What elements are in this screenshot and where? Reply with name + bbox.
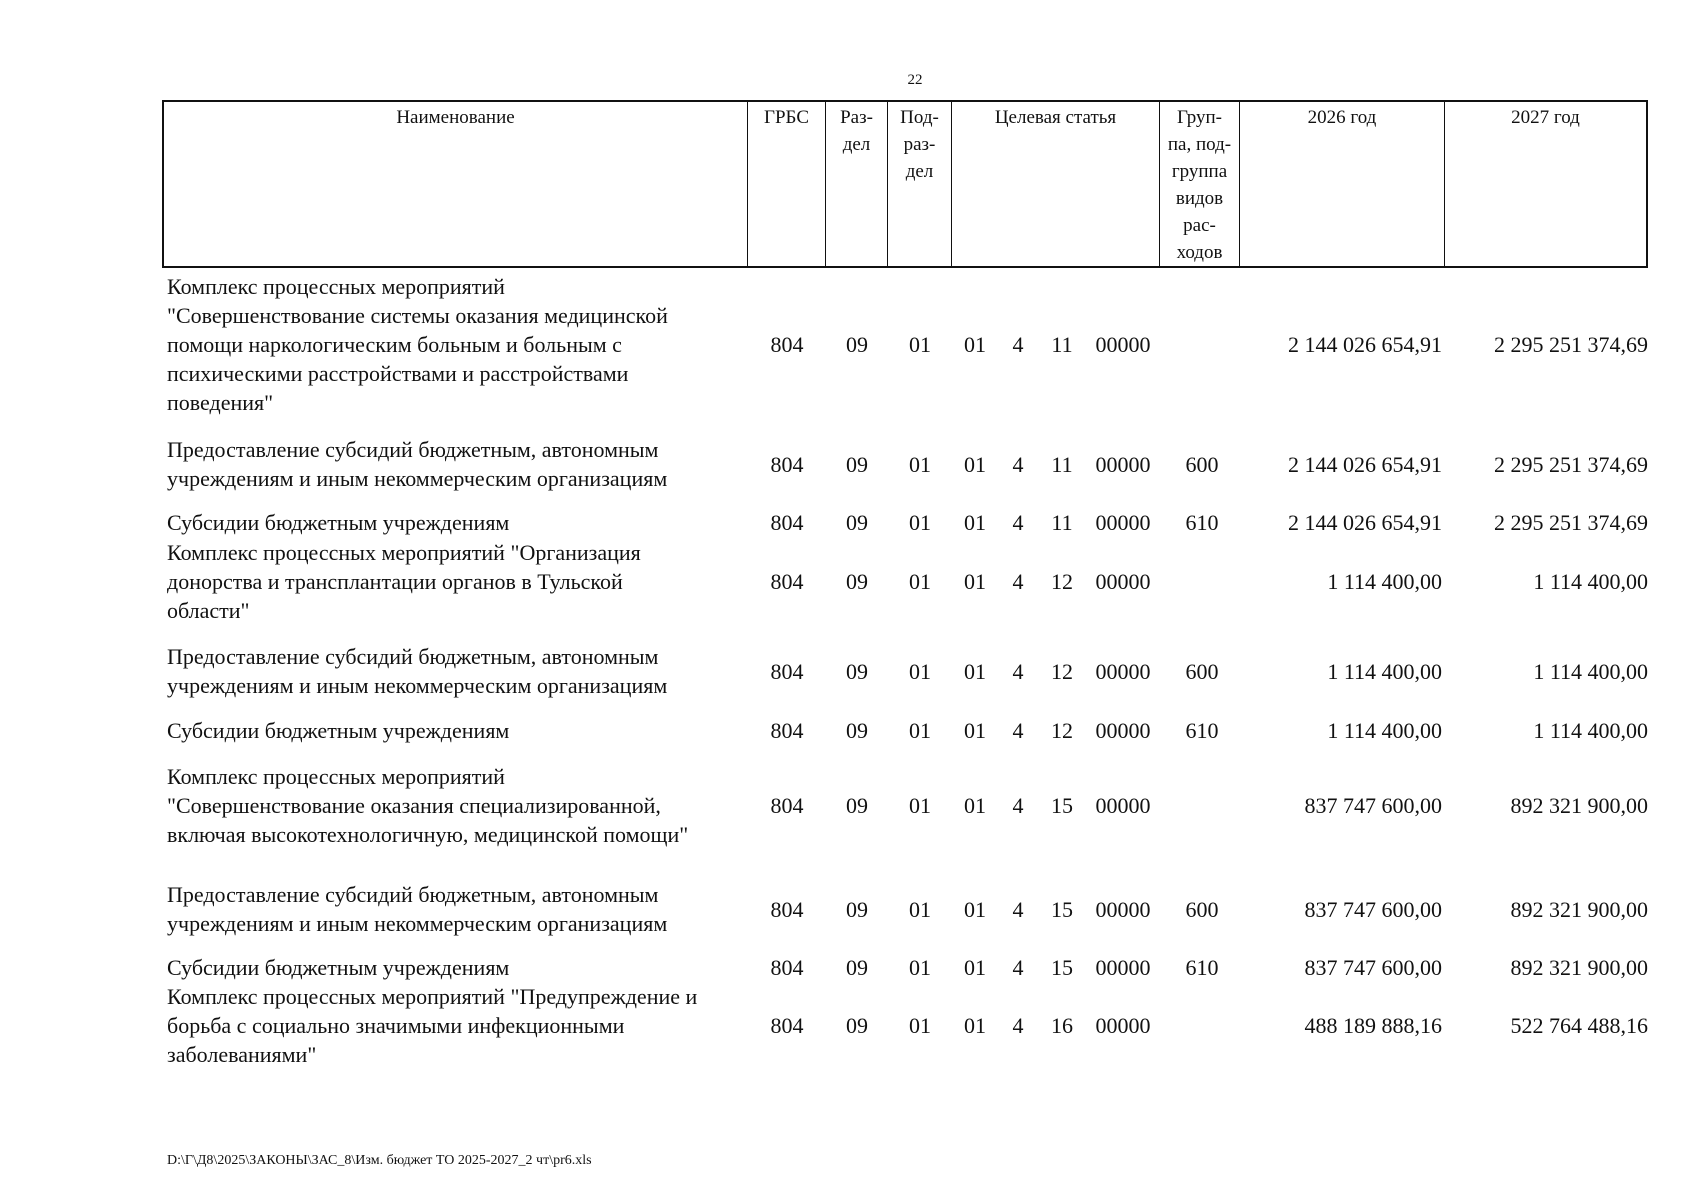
cell-year-2027: 2 295 251 374,69	[1494, 332, 1648, 357]
header-year-line: 2027 год	[1511, 107, 1580, 128]
page-number: 22	[907, 72, 923, 88]
cell-year-2027: 1 114 400,00	[1533, 659, 1648, 684]
cell-target-type: 4	[1012, 955, 1024, 980]
cell-razdel: 09	[846, 659, 868, 684]
cell-year-2027: 1 114 400,00	[1533, 718, 1648, 743]
cell-year-2027: 892 321 900,00	[1510, 955, 1648, 980]
cell-target-type: 4	[1012, 332, 1024, 357]
cell-year-2026: 1 114 400,00	[1327, 569, 1442, 594]
cell-target-structural: 15	[1051, 897, 1073, 922]
cell-target-direction: 00000	[1095, 659, 1151, 684]
cell-year-2026: 837 747 600,00	[1304, 897, 1442, 922]
cell-target-direction: 00000	[1095, 955, 1151, 980]
row-name	[167, 272, 747, 417]
cell-razdel: 09	[846, 897, 868, 922]
cell-target-type: 4	[1012, 1013, 1024, 1038]
cell-target-type: 4	[1012, 452, 1024, 477]
row-name-line: "Совершенствование системы оказания медицинской	[167, 303, 668, 328]
cell-year-2027: 2 295 251 374,69	[1494, 452, 1648, 477]
row-name-line: донорства и трансплантации органов в Тульской	[167, 569, 623, 594]
cell-grbs: 804	[770, 793, 804, 818]
header-group-line: Груп-	[1176, 107, 1223, 128]
cell-target-structural: 12	[1051, 718, 1073, 743]
row-name-line: учреждениям и иным некоммерческим организациям	[167, 911, 668, 936]
cell-group: 610	[1185, 955, 1219, 980]
header-name	[164, 102, 748, 266]
row-name-line: Субсидии бюджетным учреждениям	[167, 718, 510, 743]
header-podrazdel	[888, 102, 952, 266]
cell-target-structural: 15	[1051, 793, 1073, 818]
cell-podrazdel: 01	[909, 955, 931, 980]
cell-target-type: 4	[1012, 718, 1024, 743]
cell-target-direction: 00000	[1095, 793, 1151, 818]
row-name	[167, 880, 747, 938]
header-group-line: видов	[1175, 188, 1224, 209]
header-year-2027	[1445, 102, 1646, 266]
cell-target-structural: 15	[1051, 955, 1073, 980]
cell-target-type: 4	[1012, 659, 1024, 684]
row-name-line: Предоставление субсидий бюджетным, автономным	[167, 644, 659, 669]
cell-razdel: 09	[846, 452, 868, 477]
header-razdel-line: Раз-	[840, 107, 873, 128]
cell-target-structural: 11	[1051, 510, 1073, 535]
row-name	[167, 642, 747, 700]
cell-razdel: 09	[846, 718, 868, 743]
cell-year-2027: 522 764 488,16	[1510, 1013, 1648, 1038]
cell-year-2027: 2 295 251 374,69	[1494, 510, 1648, 535]
row-name	[167, 982, 747, 1069]
cell-target-direction: 00000	[1095, 332, 1151, 357]
cell-target-program: 01	[964, 332, 986, 357]
cell-target-type: 4	[1012, 793, 1024, 818]
cell-target-program: 01	[964, 510, 986, 535]
header-group-line: па, под-	[1167, 134, 1232, 155]
row-name	[167, 508, 747, 537]
row-name-line: учреждениям и иным некоммерческим организациям	[167, 466, 668, 491]
header-group-line: рас-	[1183, 215, 1216, 236]
header-grbs	[748, 102, 826, 266]
cell-target-direction: 00000	[1095, 510, 1151, 535]
cell-target-program: 01	[964, 452, 986, 477]
cell-podrazdel: 01	[909, 793, 931, 818]
row-name-line: "Совершенствование оказания специализированной,	[167, 793, 661, 818]
cell-target-program: 01	[964, 659, 986, 684]
row-name	[167, 538, 747, 625]
cell-group: 600	[1185, 452, 1219, 477]
row-name-line: Комплекс процессных мероприятий "Организация	[167, 540, 641, 565]
cell-target-structural: 12	[1051, 569, 1073, 594]
header-podrazdel-line: раз-	[903, 134, 936, 155]
header-name-line: Наименование	[396, 107, 515, 128]
cell-razdel: 09	[846, 955, 868, 980]
cell-podrazdel: 01	[909, 452, 931, 477]
cell-grbs: 804	[770, 510, 804, 535]
row-name-line: Субсидии бюджетным учреждениям	[167, 510, 510, 535]
cell-target-program: 01	[964, 955, 986, 980]
row-name-line: Субсидии бюджетным учреждениям	[167, 955, 510, 980]
cell-razdel: 09	[846, 569, 868, 594]
header-year-line: 2026 год	[1307, 107, 1377, 128]
cell-group: 600	[1185, 897, 1219, 922]
cell-year-2027: 892 321 900,00	[1510, 793, 1648, 818]
row-name-line: поведения"	[167, 390, 274, 415]
cell-target-type: 4	[1012, 569, 1024, 594]
row-name	[167, 435, 747, 493]
cell-group: 600	[1185, 659, 1219, 684]
cell-target-type: 4	[1012, 510, 1024, 535]
cell-podrazdel: 01	[909, 569, 931, 594]
cell-group: 610	[1185, 718, 1219, 743]
cell-razdel: 09	[846, 793, 868, 818]
cell-target-structural: 12	[1051, 659, 1073, 684]
cell-target-program: 01	[964, 718, 986, 743]
cell-year-2026: 2 144 026 654,91	[1288, 332, 1442, 357]
cell-target-direction: 00000	[1095, 452, 1151, 477]
row-name-line: Предоставление субсидий бюджетным, автономным	[167, 882, 659, 907]
row-name	[167, 762, 747, 849]
cell-target-program: 01	[964, 793, 986, 818]
row-name	[167, 716, 747, 745]
cell-target-direction: 00000	[1095, 718, 1151, 743]
row-name-line: учреждениям и иным некоммерческим организациям	[167, 673, 668, 698]
row-name-line: включая высокотехнологичную, медицинской помощи"	[167, 822, 689, 847]
cell-target-structural: 11	[1051, 452, 1073, 477]
cell-razdel: 09	[846, 510, 868, 535]
cell-grbs: 804	[770, 659, 804, 684]
cell-podrazdel: 01	[909, 718, 931, 743]
cell-razdel: 09	[846, 332, 868, 357]
header-year-2026	[1240, 102, 1445, 266]
row-name-line: борьба с социально значимыми инфекционными	[167, 1013, 625, 1038]
cell-year-2026: 2 144 026 654,91	[1288, 510, 1442, 535]
cell-grbs: 804	[770, 1013, 804, 1038]
table-header	[162, 100, 1648, 268]
cell-podrazdel: 01	[909, 897, 931, 922]
cell-grbs: 804	[770, 897, 804, 922]
header-razdel-line: дел	[842, 134, 871, 155]
cell-target-direction: 00000	[1095, 569, 1151, 594]
cell-target-direction: 00000	[1095, 897, 1151, 922]
cell-podrazdel: 01	[909, 332, 931, 357]
cell-group: 610	[1185, 510, 1219, 535]
cell-year-2026: 837 747 600,00	[1304, 793, 1442, 818]
cell-year-2026: 1 114 400,00	[1327, 718, 1442, 743]
cell-year-2026: 837 747 600,00	[1304, 955, 1442, 980]
cell-target-structural: 11	[1051, 332, 1073, 357]
header-podrazdel-line: дел	[905, 161, 934, 182]
cell-year-2026: 1 114 400,00	[1327, 659, 1442, 684]
cell-target-structural: 16	[1051, 1013, 1073, 1038]
cell-year-2026: 2 144 026 654,91	[1288, 452, 1442, 477]
header-target	[952, 102, 1160, 266]
cell-target-program: 01	[964, 1013, 986, 1038]
cell-year-2027: 1 114 400,00	[1533, 569, 1648, 594]
row-name-line: Комплекс процессных мероприятий	[167, 764, 505, 789]
row-name-line: психическими расстройствами и расстройствами	[167, 361, 629, 386]
cell-grbs: 804	[770, 955, 804, 980]
header-grbs-line: ГРБС	[763, 107, 809, 128]
row-name-line: помощи наркологическим больным и больным с	[167, 332, 622, 357]
header-group-line: группа	[1171, 161, 1228, 182]
row-name-line: Комплекс процессных мероприятий	[167, 274, 505, 299]
file-path-footer: D:\Г\Д8\2025\ЗАКОНЫ\ЗАС_8\Изм. бюджет ТО 2025-2027_2 чт\pr6.xls	[167, 1153, 592, 1168]
cell-year-2027: 892 321 900,00	[1510, 897, 1648, 922]
cell-year-2026: 488 189 888,16	[1304, 1013, 1442, 1038]
header-podrazdel-line: Под-	[900, 107, 939, 128]
row-name-line: Предоставление субсидий бюджетным, автономным	[167, 437, 659, 462]
header-razdel	[826, 102, 888, 266]
cell-podrazdel: 01	[909, 659, 931, 684]
cell-grbs: 804	[770, 332, 804, 357]
cell-razdel: 09	[846, 1013, 868, 1038]
row-name-line: заболеваниями"	[167, 1042, 317, 1067]
cell-target-type: 4	[1012, 897, 1024, 922]
cell-grbs: 804	[770, 452, 804, 477]
header-group	[1160, 102, 1240, 266]
cell-target-program: 01	[964, 569, 986, 594]
row-name-line: области"	[167, 598, 250, 623]
cell-target-direction: 00000	[1095, 1013, 1151, 1038]
cell-podrazdel: 01	[909, 510, 931, 535]
cell-target-program: 01	[964, 897, 986, 922]
cell-grbs: 804	[770, 569, 804, 594]
row-name-line: Комплекс процессных мероприятий "Предупреждение и	[167, 984, 698, 1009]
cell-podrazdel: 01	[909, 1013, 931, 1038]
row-name	[167, 953, 747, 982]
header-target-line: Целевая статья	[994, 107, 1117, 128]
cell-grbs: 804	[770, 718, 804, 743]
header-group-line: ходов	[1176, 242, 1223, 263]
